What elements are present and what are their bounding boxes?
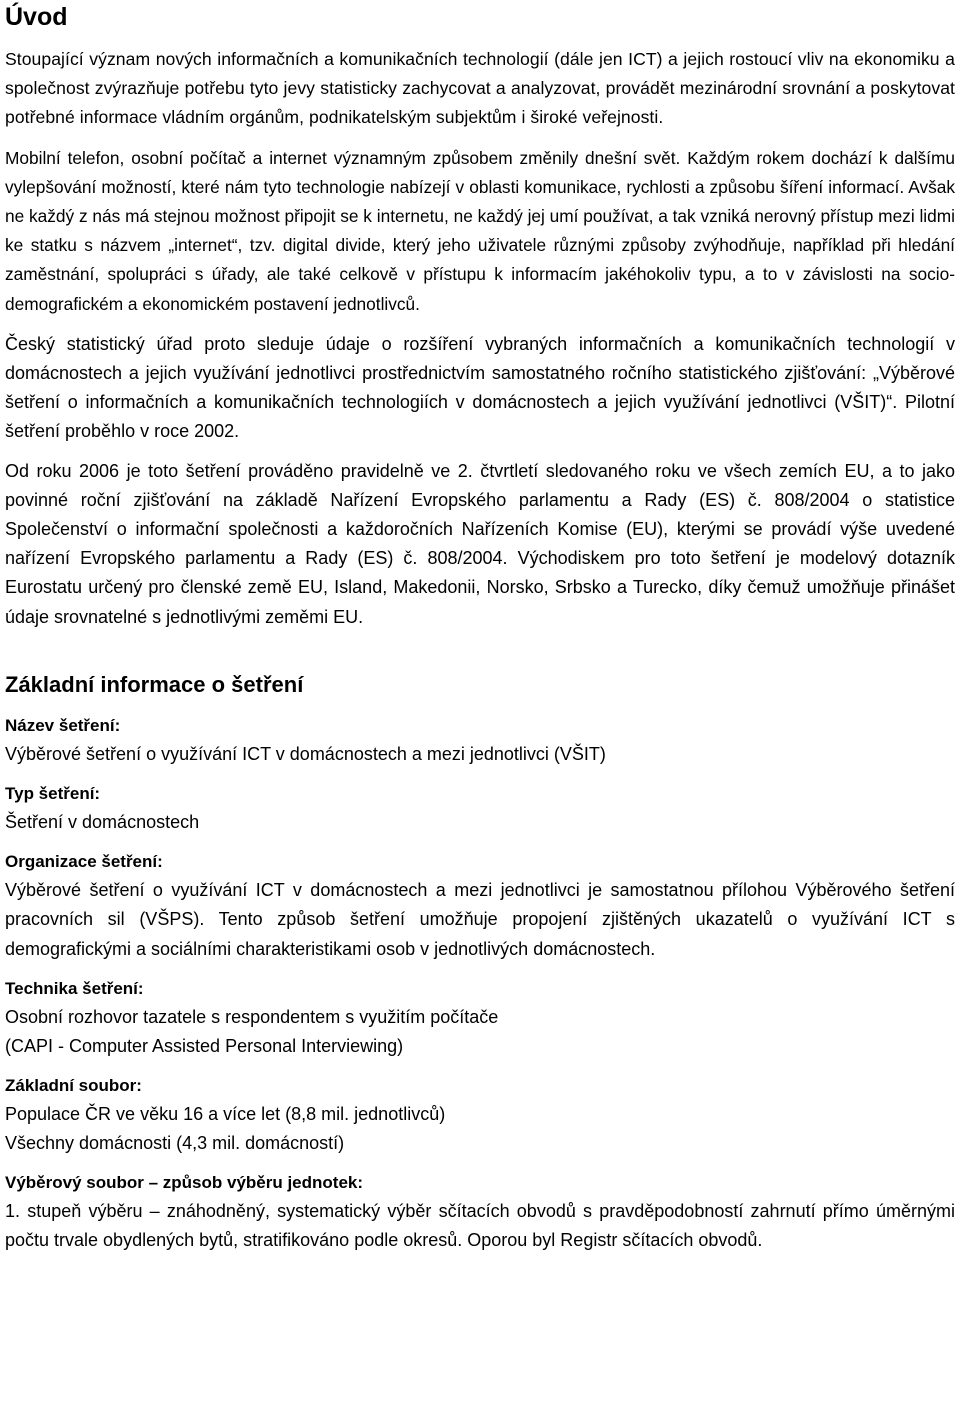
sample-selection-block bbox=[5, 1169, 955, 1255]
survey-organization-label: Organizace šetření: bbox=[5, 852, 163, 872]
intro-paragraph-2: Mobilní telefon, osobní počítač a internet významným způsobem změnily dnešní svět. Každým rokem dochází k dalšímu vylepšování možností, které nám tyto technologie nabízejí v oblasti komunikace, rychlosti a způsobu šíření informací. Avšak ne každý z nás má stejnou možnost připojit se k internetu, ne každý jej umí používat, a tak vzniká nerovný přístup mezi lidmi ke statku s názvem „internet“, tzv. digital divide, který jeho uživatele různými způsoby zvýhodňuje, například při hledání zaměstnání, spolupráci s úřady, ale také celkově v přístupu k informacím jakéhokoliv typu, a to v závislosti na socio-demografickém a ekonomickém postavení jednotlivců. bbox=[5, 147, 955, 314]
survey-technique-line-1: Osobní rozhovor tazatele s respondentem s využitím počítače bbox=[5, 1006, 499, 1027]
survey-name-label: Název šetření: bbox=[5, 715, 121, 735]
page-title: Úvod bbox=[5, 3, 68, 31]
survey-organization-value: Výběrové šetření o využívání ICT v domácnostech a mezi jednotlivci je samostatnou přílohou Výběrového šetření pracovních sil (VŠPS). Tento způsob šetření umožňuje propojení zjištěných ukazatelů o využívání ICT s demografickými a sociálními charakteristikami osob v jednotlivých domácnostech. bbox=[5, 880, 955, 959]
intro-paragraph-4: Od roku 2006 je toto šetření prováděno pravidelně ve 2. čtvrtletí sledovaného roku ve všech zemích EU, a to jako povinné roční zjišťování na základě Nařízení Evropského parlamentu a Rady (ES) č. 808/2004 o statistice Společenství o informační společnosti a každoročních Nařízeních Komise (EU), kterými se provádí výše uvedené nařízení Evropského parlamentu a Rady (ES) č. 808/2004. Východiskem pro toto šetření je modelový dotazník Eurostatu určený pro členské země EU, Island, Makedonii, Norsko, Srbsko a Turecko, díky čemuž umožňuje přinášet údaje srovnatelné s jednotlivými zeměmi EU. bbox=[5, 460, 955, 627]
sample-selection-label: Výběrový soubor – způsob výběru jednotek: bbox=[5, 1172, 364, 1192]
base-population-line-1: Populace ČR ve věku 16 a více let (8,8 mil. jednotlivců) bbox=[5, 1103, 446, 1124]
survey-name-value: Výběrové šetření o využívání ICT v domácnostech a mezi jednotlivci (VŠIT) bbox=[5, 743, 606, 764]
base-population-label: Základní soubor: bbox=[5, 1075, 142, 1095]
survey-technique-line-2: (CAPI - Computer Assisted Personal Interviewing) bbox=[5, 1035, 404, 1056]
survey-type-label: Typ šetření: bbox=[5, 784, 101, 804]
survey-technique-block bbox=[5, 975, 955, 1061]
survey-type-value: Šetření v domácnostech bbox=[5, 812, 200, 833]
intro-paragraph-1: Stoupající význam nových informačních a komunikačních technologií (dále jen ICT) a jejich rostoucí vliv na ekonomiku a společnost zvýrazňuje potřebu tyto jevy statisticky zachycovat a analyzovat, provádět mezinárodní srovnání a poskytovat potřebné informace vládním orgánům, podnikatelským subjektům i široké veřejnosti. bbox=[5, 49, 955, 128]
survey-type-block bbox=[5, 780, 955, 837]
base-population-block bbox=[5, 1072, 955, 1158]
survey-technique-label: Technika šetření: bbox=[5, 978, 144, 998]
document-page bbox=[5, 0, 955, 1255]
survey-name-block bbox=[5, 712, 955, 769]
survey-organization-block bbox=[5, 848, 955, 964]
sample-selection-value: 1. stupeň výběru – znáhodněný, systematický výběr sčítacích obvodů s pravděpodobností zahrnutí přímo úměrnými počtu trvale obydlených bytů, stratifikováno podle okresů. Oporou byl Registr sčítacích obvodů. bbox=[5, 1200, 955, 1251]
section-title: Základní informace o šetření bbox=[5, 671, 304, 697]
base-population-line-2: Všechny domácnosti (4,3 mil. domácností) bbox=[5, 1132, 345, 1153]
intro-paragraph-3: Český statistický úřad proto sleduje údaje o rozšíření vybraných informačních a komunikačních technologií v domácnostech a jejich využívání jednotlivci prostřednictvím samostatného ročního statistického zjišťování: „Výběrové šetření o informačních a komunikačních technologiích v domácnostech a jejich využívání jednotlivci (VŠIT)“. Pilotní šetření proběhlo v roce 2002. bbox=[5, 333, 955, 442]
